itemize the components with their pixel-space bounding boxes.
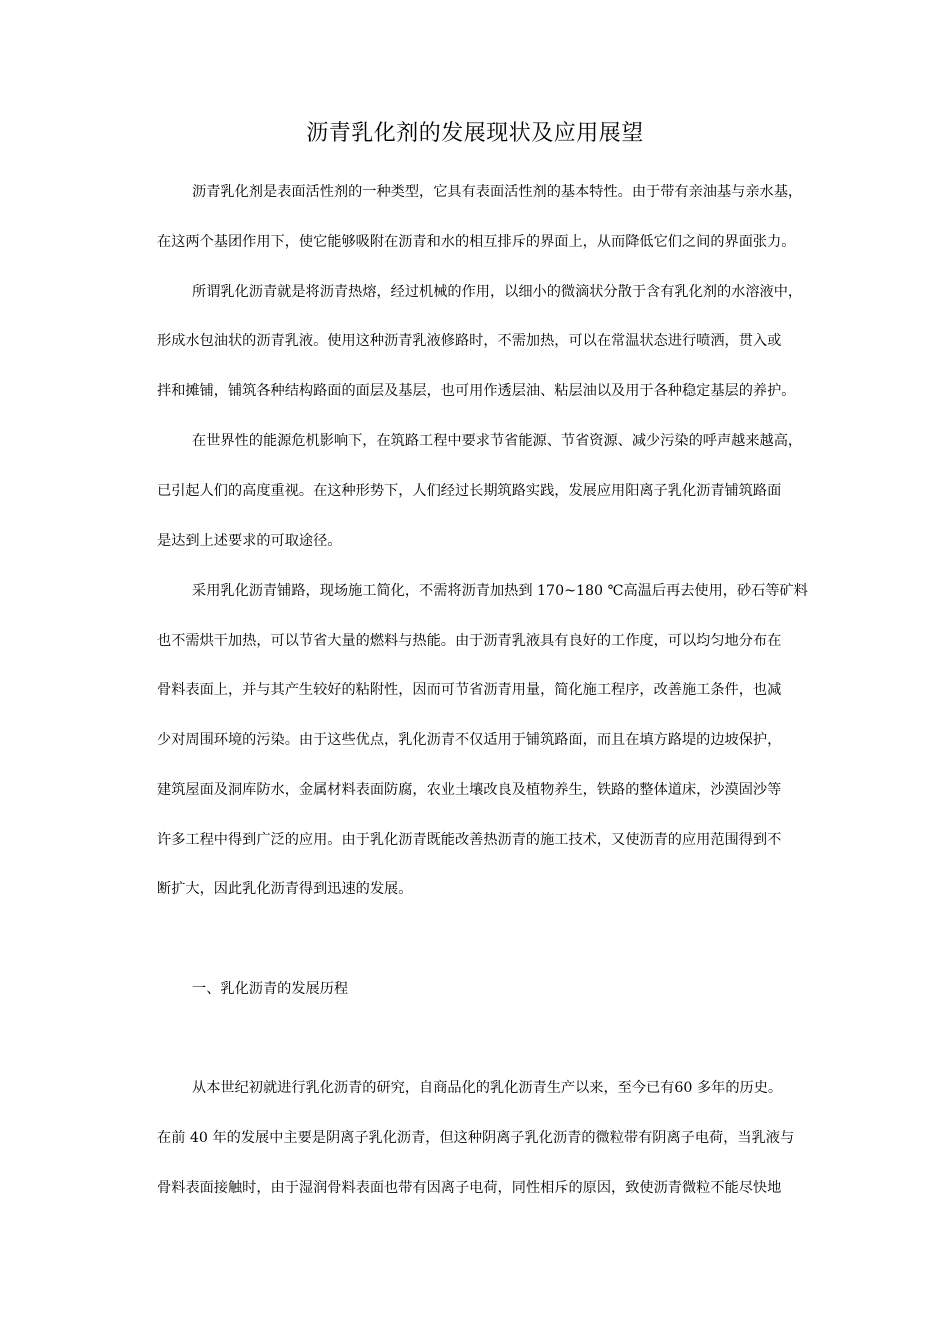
paragraph-2-line-2: 形成水包油状的沥青乳液。使用这种沥青乳液修路时，不需加热，可以在常温状态进行喷洒，贯入或 — [157, 333, 782, 349]
paragraph-4-line-4: 少对周围环境的污染。由于这些优点，乳化沥青不仅适用于铺筑路面，而且在填方路堤的边坡保护， — [157, 732, 782, 748]
paragraph-2-line-1: 所谓乳化沥青就是将沥青热熔，经过机械的作用，以细小的微滴状分散于含有乳化剂的水溶液中， — [192, 284, 803, 300]
paragraph-1-line-1: 沥青乳化剂是表面活性剂的一种类型，它具有表面活性剂的基本特性。由于带有亲油基与亲水基， — [192, 184, 803, 200]
paragraph-4-line-3: 骨料表面上，并与其产生较好的粘附性，因而可节省沥青用量，简化施工程序，改善施工条件，也减 — [157, 682, 782, 698]
paragraph-1-line-2: 在这两个基团作用下，使它能够吸附在沥青和水的相互排斥的界面上，从而降低它们之间的界面张力。 — [157, 234, 796, 250]
paragraph-5-line-2: 在前 40 年的发展中主要是阴离子乳化沥青，但这种阴离子乳化沥青的微粒带有阴离子电荷，当乳液与 — [157, 1130, 795, 1146]
paragraph-4-line-1: 采用乳化沥青铺路，现场施工简化，不需将沥青加热到 170~180 ℃高温后再去使用，砂石等矿料 — [192, 583, 808, 599]
paragraph-3-line-1: 在世界性的能源危机影响下，在筑路工程中要求节省能源、节省资源、减少污染的呼声越来越高， — [192, 433, 803, 449]
paragraph-5-line-3: 骨料表面接触时，由于湿润骨料表面也带有因离子电荷，同性相斥的原因，致使沥青微粒不能尽快地 — [157, 1180, 782, 1196]
section-heading: 一、乳化沥青的发展历程 — [192, 981, 349, 997]
paragraph-4-line-6: 许多工程中得到广泛的应用。由于乳化沥青既能改善热沥青的施工技术，又使沥青的应用范围得到不 — [157, 832, 782, 848]
paragraph-3-line-3: 是达到上述要求的可取途径。 — [157, 533, 342, 549]
paragraph-4-line-7: 断扩大，因此乳化沥青得到迅速的发展。 — [157, 881, 413, 897]
document-title: 沥青乳化剂的发展现状及应用展望 — [306, 121, 644, 146]
paragraph-4-line-5: 建筑屋面及洞库防水，金属材料表面防腐，农业土壤改良及植物养生，铁路的整体道床，沙漠固沙等 — [157, 782, 782, 798]
paragraph-4-line-2: 也不需烘干加热，可以节省大量的燃料与热能。由于沥青乳液具有良好的工作度，可以均匀地分布在 — [157, 633, 782, 649]
paragraph-5-line-1: 从本世纪初就进行乳化沥青的研究，自商品化的乳化沥青生产以来，至今已有60 多年的历史。 — [192, 1080, 783, 1096]
paragraph-2-line-3: 拌和摊铺，铺筑各种结构路面的面层及基层，也可用作透层油、粘层油以及用于各种稳定基层的养护。 — [157, 383, 796, 399]
paragraph-3-line-2: 已引起人们的高度重视。在这种形势下，人们经过长期筑路实践，发展应用阳离子乳化沥青铺筑路面 — [157, 483, 782, 499]
